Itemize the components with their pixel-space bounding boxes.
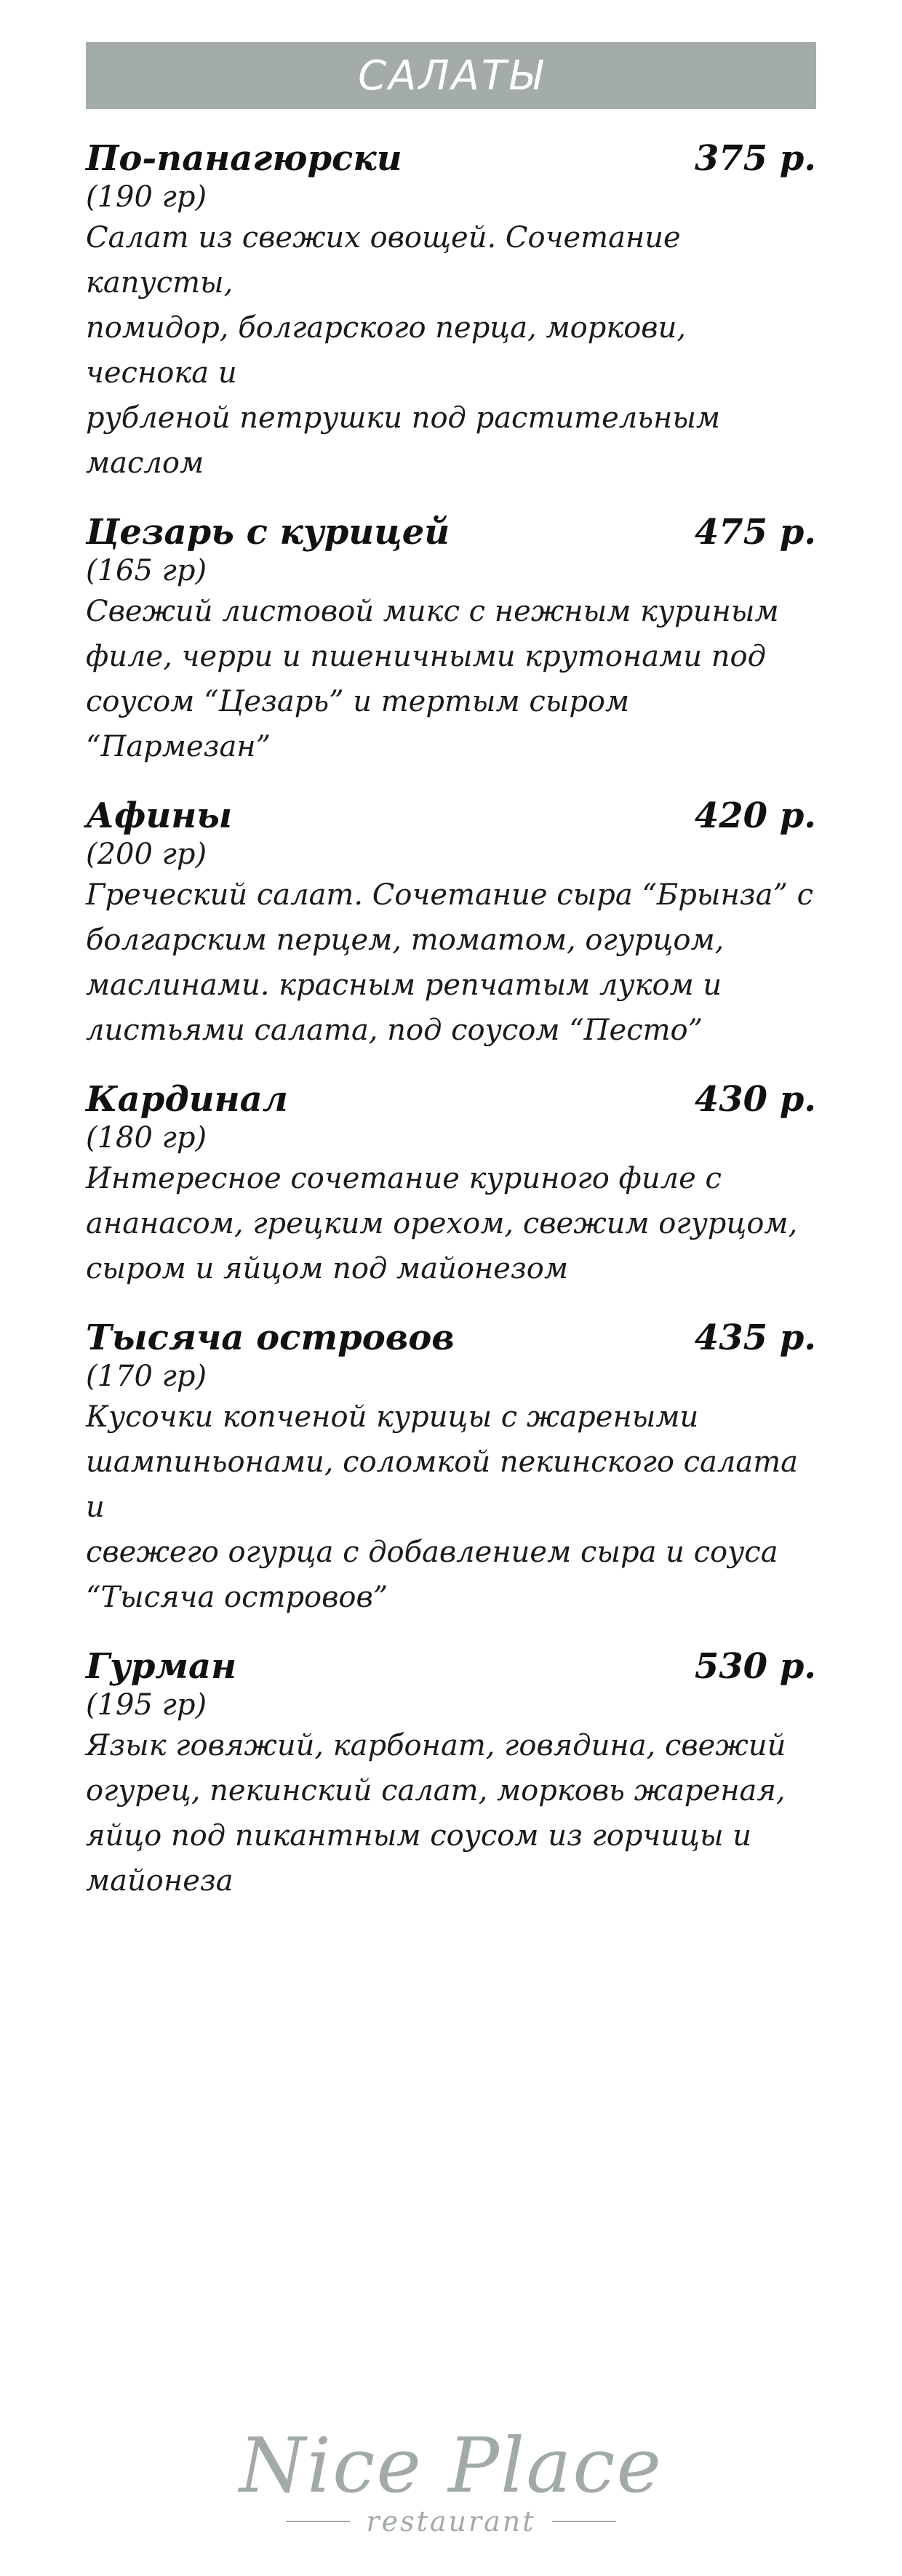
logo-subtitle: restaurant xyxy=(366,2505,536,2537)
section-title: САЛАТЫ xyxy=(358,52,544,100)
description-line: яйцо под пикантным соусом из горчицы и xyxy=(86,1819,752,1853)
menu-item-header xyxy=(86,1317,816,1358)
description-line: ананасом, грецким орехом, свежим огурцом, xyxy=(86,1207,798,1240)
description-line: свежего огурца с добавлением сыра и соуса xyxy=(86,1536,778,1569)
description-line: огурец, пекинский салат, морковь жареная, xyxy=(86,1774,786,1807)
description-line: листьями салата, под соусом “Песто” xyxy=(86,1014,703,1047)
menu-item-name: Гурман xyxy=(86,1646,237,1687)
menu-item-header xyxy=(86,795,816,836)
description-line: Интересное сочетание куриного филе с xyxy=(86,1162,722,1195)
menu-item-header xyxy=(86,1079,816,1120)
menu-item-description xyxy=(86,872,816,1053)
description-line: сыром и яйцом под майонезом xyxy=(86,1252,568,1285)
menu-item-weight: (180 гр) xyxy=(86,1121,207,1155)
menu-list xyxy=(86,138,816,1930)
description-line: Язык говяжий, карбонат, говядина, свежий xyxy=(86,1729,786,1762)
menu-item-price: 375 р. xyxy=(694,138,816,179)
menu-item-description xyxy=(86,215,816,486)
menu-item xyxy=(86,138,816,486)
menu-item-price: 420 р. xyxy=(694,795,816,836)
menu-item-name: Тысяча островов xyxy=(86,1317,455,1358)
description-line: майонеза xyxy=(86,1864,234,1898)
menu-item-name: По-панагюрски xyxy=(86,138,402,179)
menu-item-description xyxy=(86,1395,816,1620)
description-line: болгарским перцем, томатом, огурцом, xyxy=(86,923,725,957)
description-line: помидор, болгарского перца, моркови, чеснока и xyxy=(86,311,687,390)
description-line: Салат из свежих овощей. Сочетание капусты, xyxy=(86,221,681,300)
description-line: рубленой петрушки под растительным маслом xyxy=(86,401,721,480)
menu-item-price: 430 р. xyxy=(694,1079,816,1120)
menu-item-header xyxy=(86,512,816,553)
menu-item xyxy=(86,1079,816,1291)
menu-item-price: 530 р. xyxy=(694,1646,816,1687)
menu-item-weight: (200 гр) xyxy=(86,838,207,871)
menu-item-price: 475 р. xyxy=(694,512,816,553)
menu-item-weight: (165 гр) xyxy=(86,554,207,587)
logo-divider xyxy=(552,2521,616,2522)
menu-item-name: Цезарь с курицей xyxy=(86,512,450,553)
logo-subtitle-row xyxy=(226,2505,676,2537)
description-line: Свежий листовой микс с нежным куриным xyxy=(86,595,779,628)
menu-item-description xyxy=(86,1723,816,1903)
menu-item xyxy=(86,1646,816,1903)
description-line: “Тысяча островов” xyxy=(86,1581,388,1614)
menu-item-description xyxy=(86,589,816,769)
logo-divider xyxy=(286,2521,350,2522)
section-header xyxy=(86,42,816,109)
menu-item-weight: (195 гр) xyxy=(86,1688,207,1722)
menu-item-weight: (190 гр) xyxy=(86,180,207,214)
menu-item-description xyxy=(86,1156,816,1291)
menu-item-name: Афины xyxy=(86,795,233,836)
description-line: маслинами. красным репчатым луком и xyxy=(86,968,722,1002)
description-line: Кусочки копченой курицы с жареными xyxy=(86,1400,699,1434)
menu-item-header xyxy=(86,1646,816,1687)
restaurant-logo xyxy=(226,2421,676,2552)
description-line: Греческий салат. Сочетание сыра “Брынза” с xyxy=(86,878,814,912)
description-line: шампиньонами, соломкой пекинского салата и xyxy=(86,1445,798,1524)
description-line: соусом “Цезарь” и тертым сыром “Пармезан” xyxy=(86,685,630,763)
menu-item-name: Кардинал xyxy=(86,1079,288,1120)
description-line: филе, черри и пшеничными крутонами под xyxy=(86,640,766,673)
menu-item xyxy=(86,512,816,769)
menu-item-weight: (170 гр) xyxy=(86,1360,207,1393)
menu-item xyxy=(86,1317,816,1620)
menu-item-header xyxy=(86,138,816,179)
menu-item-price: 435 р. xyxy=(694,1317,816,1358)
menu-item xyxy=(86,795,816,1053)
logo-name: Nice Place xyxy=(239,2421,663,2510)
